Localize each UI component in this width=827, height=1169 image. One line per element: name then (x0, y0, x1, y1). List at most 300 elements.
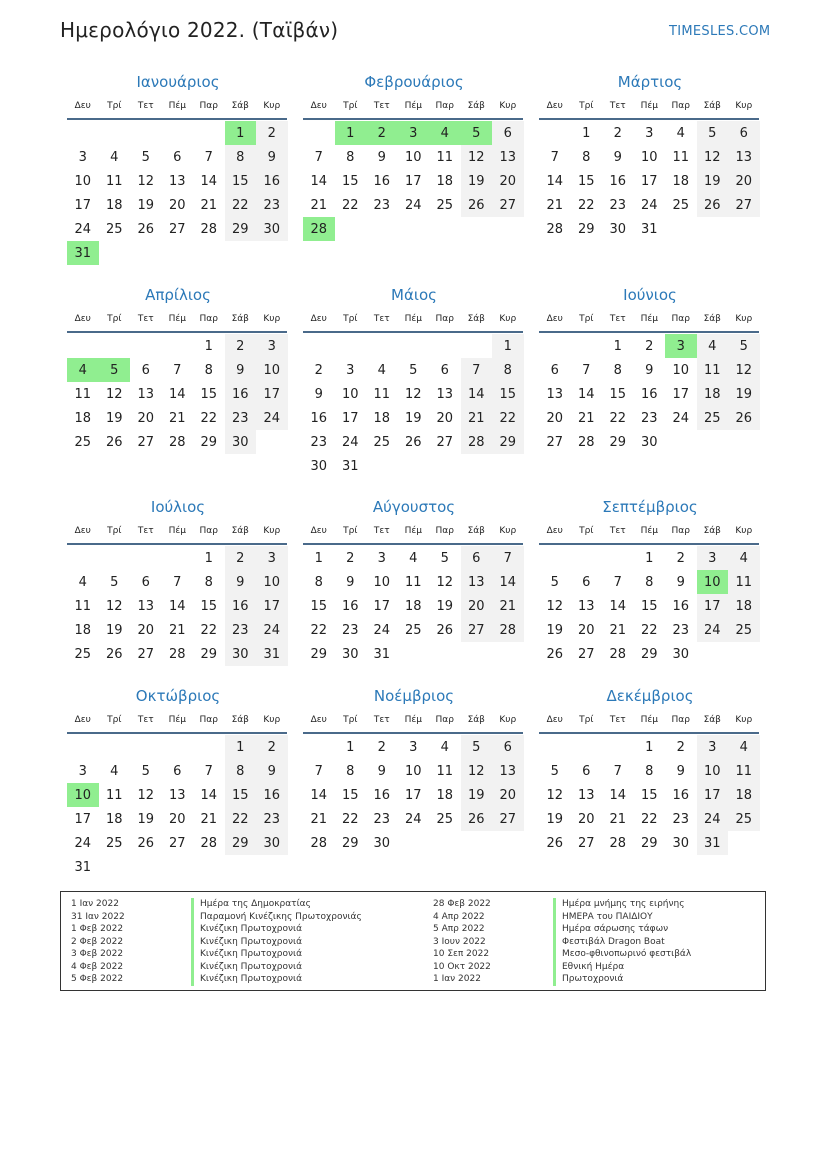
day-cell: 30 (256, 217, 288, 241)
day-cell: 7 (173, 574, 182, 590)
header-divider (539, 543, 759, 545)
day-cell: 25 (105, 835, 123, 851)
weekday-label: Πέμ (640, 526, 658, 536)
day-cell: 9 (256, 759, 288, 783)
weekday-label: Κυρ (263, 715, 281, 725)
weekday-label: Πέμ (404, 101, 422, 111)
holiday-name: Κινέζικη Πρωτοχρονιά (191, 936, 302, 949)
day-cell: 6 (141, 574, 150, 590)
brand-link[interactable]: TIMESLES.COM (669, 24, 771, 39)
day-cell: 6 (582, 763, 591, 779)
day-cell: 7 (613, 574, 622, 590)
holiday-date: 4 Φεβ 2022 (71, 961, 124, 972)
day-cell: 12 (137, 173, 155, 189)
day-cell: 30 (225, 642, 257, 666)
day-cell: 27 (492, 807, 524, 831)
weekday-label: Δευ (74, 715, 91, 725)
holiday-date: 28 Φεβ 2022 (433, 899, 491, 909)
month-name: Σεπτέμβριος (602, 498, 698, 516)
weekday-label: Πέμ (640, 101, 658, 111)
weekday-label: Σάβ (467, 101, 485, 111)
day-cell: 6 (492, 121, 524, 145)
day-cell: 17 (74, 197, 92, 213)
holiday-date: 5 Φεβ 2022 (71, 974, 124, 984)
day-cell: 22 (640, 811, 658, 827)
day-cell: 20 (137, 410, 155, 426)
month-block (539, 72, 761, 241)
day-cell: 15 (640, 787, 658, 803)
day-cell: 19 (461, 783, 493, 807)
day-cell: 13 (137, 598, 155, 614)
day-cell: 6 (728, 121, 760, 145)
day-cell: 28 (609, 646, 627, 662)
day-cell: 30 (256, 831, 288, 855)
weekday-label: Σάβ (467, 314, 485, 324)
day-cell: 29 (225, 831, 257, 855)
day-cell: 20 (492, 783, 524, 807)
holiday-day-cell: 1 (335, 121, 367, 145)
weekday-label: Παρ (199, 526, 218, 536)
holiday-entry (71, 936, 362, 949)
day-cell: 18 (105, 197, 123, 213)
day-cell: 18 (697, 382, 729, 406)
weekday-header (539, 521, 761, 541)
empty-cell (162, 334, 194, 358)
day-cell: 8 (645, 574, 654, 590)
day-cell: 4 (440, 739, 449, 755)
weekday-label: Παρ (435, 526, 454, 536)
day-cell: 29 (640, 646, 658, 662)
day-cell: 13 (577, 598, 595, 614)
day-cell: 12 (461, 145, 493, 169)
weekday-label: Τρί (343, 715, 358, 725)
header-divider (303, 732, 523, 734)
empty-cell (99, 546, 131, 570)
weekday-label: Κυρ (499, 314, 517, 324)
month-block (303, 497, 525, 666)
day-cell: 12 (404, 386, 422, 402)
day-cell: 28 (200, 221, 218, 237)
day-cell: 26 (137, 835, 155, 851)
day-cell: 17 (640, 173, 658, 189)
weekday-label: Τρί (343, 314, 358, 324)
day-cell: 4 (697, 334, 729, 358)
day-cell: 19 (105, 410, 123, 426)
day-cell: 1 (582, 125, 591, 141)
day-cell: 26 (697, 193, 729, 217)
day-cell: 7 (314, 149, 323, 165)
day-cell: 26 (728, 406, 760, 430)
day-cell: 13 (492, 759, 524, 783)
day-cell: 26 (105, 646, 123, 662)
day-cell: 28 (577, 434, 595, 450)
weekday-label: Σάβ (231, 526, 249, 536)
month-name: Φεβρουάριος (364, 73, 464, 91)
weekday-label: Δευ (310, 715, 327, 725)
day-cell: 28 (609, 835, 627, 851)
day-cell: 24 (341, 434, 359, 450)
weekday-label: Τρί (579, 101, 594, 111)
header-divider (303, 543, 523, 545)
day-cell: 27 (577, 646, 595, 662)
day-cell: 29 (609, 434, 627, 450)
day-cell: 14 (609, 787, 627, 803)
weekday-label: Δευ (310, 314, 327, 324)
day-cell: 21 (168, 622, 186, 638)
day-cell: 12 (461, 759, 493, 783)
weekday-label: Δευ (74, 526, 91, 536)
empty-cell (539, 334, 571, 358)
day-cell: 13 (546, 386, 564, 402)
day-cell: 5 (141, 763, 150, 779)
day-cell: 3 (346, 362, 355, 378)
day-cell: 24 (697, 618, 729, 642)
day-cell: 13 (168, 787, 186, 803)
empty-cell (99, 334, 131, 358)
day-cell: 15 (341, 787, 359, 803)
day-cell: 15 (225, 783, 257, 807)
day-cell: 23 (341, 622, 359, 638)
day-cell: 29 (310, 646, 328, 662)
day-cell: 13 (728, 145, 760, 169)
holiday-list-right (433, 898, 691, 986)
day-grid (539, 546, 761, 666)
day-cell: 14 (310, 173, 328, 189)
day-cell: 29 (640, 835, 658, 851)
day-cell: 15 (640, 598, 658, 614)
holiday-date: 1 Ιαν 2022 (71, 899, 119, 909)
day-cell: 23 (225, 406, 257, 430)
day-cell: 30 (373, 835, 391, 851)
day-cell: 30 (640, 434, 658, 450)
day-cell: 18 (672, 173, 690, 189)
holiday-entry (433, 961, 691, 974)
day-cell: 16 (373, 787, 391, 803)
weekday-header (67, 521, 289, 541)
day-cell: 3 (78, 763, 87, 779)
day-cell: 9 (645, 362, 654, 378)
day-cell: 10 (256, 570, 288, 594)
day-cell: 19 (105, 622, 123, 638)
weekday-label: Κυρ (263, 101, 281, 111)
weekday-label: Πέμ (168, 526, 186, 536)
day-cell: 1 (645, 550, 654, 566)
day-cell: 18 (74, 622, 92, 638)
day-cell: 26 (436, 622, 454, 638)
empty-cell (571, 546, 603, 570)
day-cell: 17 (672, 386, 690, 402)
empty-cell (193, 121, 225, 145)
day-cell: 10 (341, 386, 359, 402)
day-cell: 20 (728, 169, 760, 193)
day-cell: 8 (492, 358, 524, 382)
day-cell: 14 (492, 570, 524, 594)
day-cell: 16 (310, 410, 328, 426)
weekday-label: Κυρ (499, 101, 517, 111)
holiday-day-cell: 10 (67, 783, 99, 807)
day-cell: 3 (409, 739, 418, 755)
day-cell: 18 (436, 787, 454, 803)
empty-cell (602, 546, 634, 570)
day-cell: 2 (377, 739, 386, 755)
day-cell: 11 (728, 759, 760, 783)
day-cell: 10 (404, 149, 422, 165)
weekday-header (303, 521, 525, 541)
day-cell: 6 (550, 362, 559, 378)
day-cell: 28 (168, 434, 186, 450)
day-cell: 7 (582, 362, 591, 378)
day-cell: 7 (314, 763, 323, 779)
empty-cell (162, 121, 194, 145)
weekday-label: Τετ (137, 526, 154, 536)
holiday-entry (71, 923, 362, 936)
day-cell: 27 (492, 193, 524, 217)
day-cell: 31 (373, 646, 391, 662)
day-cell: 15 (492, 382, 524, 406)
weekday-label: Παρ (435, 314, 454, 324)
empty-cell (193, 735, 225, 759)
day-cell: 19 (436, 598, 454, 614)
month-name: Δεκέμβριος (606, 687, 694, 705)
day-cell: 31 (697, 831, 729, 855)
empty-cell (67, 735, 99, 759)
weekday-label: Τετ (137, 715, 154, 725)
day-cell: 4 (110, 763, 119, 779)
day-cell: 8 (225, 759, 257, 783)
day-grid (67, 735, 289, 879)
month-name: Νοέμβριος (373, 687, 455, 705)
weekday-label: Κυρ (499, 715, 517, 725)
day-cell: 15 (310, 598, 328, 614)
header-divider (303, 331, 523, 333)
weekday-label: Παρ (671, 314, 690, 324)
day-cell: 27 (461, 618, 493, 642)
empty-cell (99, 735, 131, 759)
empty-cell (335, 334, 367, 358)
day-cell: 10 (256, 358, 288, 382)
day-cell: 6 (141, 362, 150, 378)
day-cell: 30 (341, 646, 359, 662)
weekday-label: Παρ (671, 526, 690, 536)
day-cell: 12 (105, 386, 123, 402)
day-cell: 9 (225, 570, 257, 594)
day-cell: 10 (697, 759, 729, 783)
holiday-name: ΗΜΕΡΑ του ΠΑΙΔΙΟΥ (553, 911, 653, 924)
day-cell: 19 (546, 811, 564, 827)
month-block (539, 497, 761, 666)
day-cell: 21 (609, 622, 627, 638)
holiday-name: Ημέρα της Δημοκρατίας (191, 898, 311, 911)
day-cell: 4 (78, 574, 87, 590)
day-cell: 15 (225, 169, 257, 193)
holiday-name: Πρωτοχρονιά (553, 973, 623, 986)
day-cell: 14 (461, 382, 493, 406)
day-cell: 23 (672, 811, 690, 827)
day-cell: 17 (697, 783, 729, 807)
weekday-label: Τετ (373, 526, 390, 536)
holiday-entry (433, 948, 691, 961)
page-title: Ημερολόγιο 2022. (Ταϊβάν) (60, 18, 339, 42)
day-cell: 24 (404, 197, 422, 213)
weekday-label: Σάβ (703, 715, 721, 725)
day-cell: 8 (346, 763, 355, 779)
day-grid (303, 121, 525, 241)
day-cell: 28 (461, 430, 493, 454)
day-cell: 25 (404, 622, 422, 638)
weekday-label: Κυρ (735, 101, 753, 111)
day-cell: 20 (577, 811, 595, 827)
day-cell: 5 (697, 121, 729, 145)
holiday-entry (71, 911, 362, 924)
day-cell: 14 (577, 386, 595, 402)
day-cell: 28 (168, 646, 186, 662)
weekday-header (67, 96, 289, 116)
month-name: Οκτώβριος (135, 687, 221, 705)
weekday-label: Δευ (546, 314, 563, 324)
day-cell: 25 (74, 434, 92, 450)
holiday-entry (433, 936, 691, 949)
month-block (67, 497, 289, 666)
day-cell: 12 (697, 145, 729, 169)
weekday-label: Παρ (199, 101, 218, 111)
day-cell: 6 (582, 574, 591, 590)
holiday-day-cell: 10 (697, 570, 729, 594)
empty-cell (130, 121, 162, 145)
empty-cell (130, 546, 162, 570)
weekday-label: Τρί (579, 526, 594, 536)
day-cell: 16 (373, 173, 391, 189)
day-cell: 26 (461, 807, 493, 831)
weekday-label: Σάβ (703, 101, 721, 111)
day-cell: 4 (409, 550, 418, 566)
weekday-label: Πέμ (168, 715, 186, 725)
weekday-label: Τετ (373, 715, 390, 725)
day-cell: 9 (613, 149, 622, 165)
day-cell: 21 (168, 410, 186, 426)
month-name: Ιανουάριος (136, 73, 220, 91)
weekday-label: Τετ (609, 101, 626, 111)
day-cell: 24 (373, 622, 391, 638)
day-cell: 8 (225, 145, 257, 169)
day-cell: 13 (168, 173, 186, 189)
empty-cell (539, 735, 571, 759)
day-cell: 9 (225, 358, 257, 382)
day-cell: 12 (105, 598, 123, 614)
day-cell: 8 (204, 574, 213, 590)
weekday-label: Τετ (609, 526, 626, 536)
day-cell: 11 (672, 149, 690, 165)
day-cell: 8 (645, 763, 654, 779)
holiday-date: 3 Ιουν 2022 (433, 936, 486, 947)
day-cell: 18 (105, 811, 123, 827)
day-cell: 28 (546, 221, 564, 237)
day-cell: 2 (676, 739, 685, 755)
day-cell: 4 (728, 735, 760, 759)
day-cell: 2 (676, 550, 685, 566)
day-cell: 19 (697, 169, 729, 193)
holiday-date: 10 Σεπ 2022 (433, 949, 490, 959)
day-cell: 30 (672, 835, 690, 851)
day-cell: 23 (672, 622, 690, 638)
empty-cell (539, 121, 571, 145)
holiday-legend (60, 891, 766, 991)
day-cell: 22 (341, 197, 359, 213)
weekday-label: Τρί (107, 101, 122, 111)
day-cell: 2 (314, 362, 323, 378)
day-cell: 17 (404, 787, 422, 803)
day-cell: 6 (440, 362, 449, 378)
holiday-list-left (71, 898, 362, 986)
day-cell: 2 (613, 125, 622, 141)
day-cell: 14 (200, 173, 218, 189)
day-cell: 14 (609, 598, 627, 614)
empty-cell (571, 334, 603, 358)
day-cell: 23 (310, 434, 328, 450)
weekday-label: Παρ (671, 101, 690, 111)
holiday-entry (433, 923, 691, 936)
weekday-label: Δευ (310, 526, 327, 536)
day-cell: 24 (640, 197, 658, 213)
day-cell: 27 (168, 221, 186, 237)
day-cell: 3 (256, 546, 288, 570)
day-cell: 29 (225, 217, 257, 241)
day-cell: 7 (613, 763, 622, 779)
day-cell: 21 (461, 406, 493, 430)
empty-cell (67, 334, 99, 358)
weekday-label: Παρ (199, 715, 218, 725)
day-cell: 31 (256, 642, 288, 666)
day-cell: 3 (645, 125, 654, 141)
weekday-label: Τετ (609, 314, 626, 324)
day-cell: 19 (728, 382, 760, 406)
day-cell: 17 (373, 598, 391, 614)
day-cell: 16 (640, 386, 658, 402)
weekday-label: Τρί (343, 526, 358, 536)
day-cell: 23 (640, 410, 658, 426)
day-cell: 15 (200, 598, 218, 614)
day-cell: 10 (74, 173, 92, 189)
day-cell: 10 (404, 763, 422, 779)
day-cell: 4 (676, 125, 685, 141)
day-cell: 1 (645, 739, 654, 755)
day-cell: 22 (341, 811, 359, 827)
day-cell: 18 (404, 598, 422, 614)
day-cell: 24 (74, 221, 92, 237)
day-cell: 11 (105, 787, 123, 803)
holiday-date: 4 Απρ 2022 (433, 911, 485, 922)
day-cell: 17 (74, 811, 92, 827)
holiday-day-cell: 5 (461, 121, 493, 145)
day-cell: 4 (110, 149, 119, 165)
day-grid (303, 735, 525, 855)
day-cell: 14 (168, 598, 186, 614)
month-name: Ιούλιος (150, 498, 206, 516)
holiday-day-cell: 5 (99, 358, 131, 382)
holiday-name: Κινέζικη Πρωτοχρονιά (191, 961, 302, 974)
empty-cell (303, 334, 335, 358)
day-cell: 21 (546, 197, 564, 213)
day-cell: 2 (256, 735, 288, 759)
day-cell: 4 (377, 362, 386, 378)
empty-cell (461, 334, 493, 358)
day-cell: 19 (404, 410, 422, 426)
day-cell: 23 (373, 811, 391, 827)
day-cell: 14 (168, 386, 186, 402)
weekday-label: Τρί (107, 715, 122, 725)
day-cell: 1 (204, 550, 213, 566)
holiday-name: Κινέζικη Πρωτοχρονιά (191, 948, 302, 961)
day-cell: 2 (225, 546, 257, 570)
